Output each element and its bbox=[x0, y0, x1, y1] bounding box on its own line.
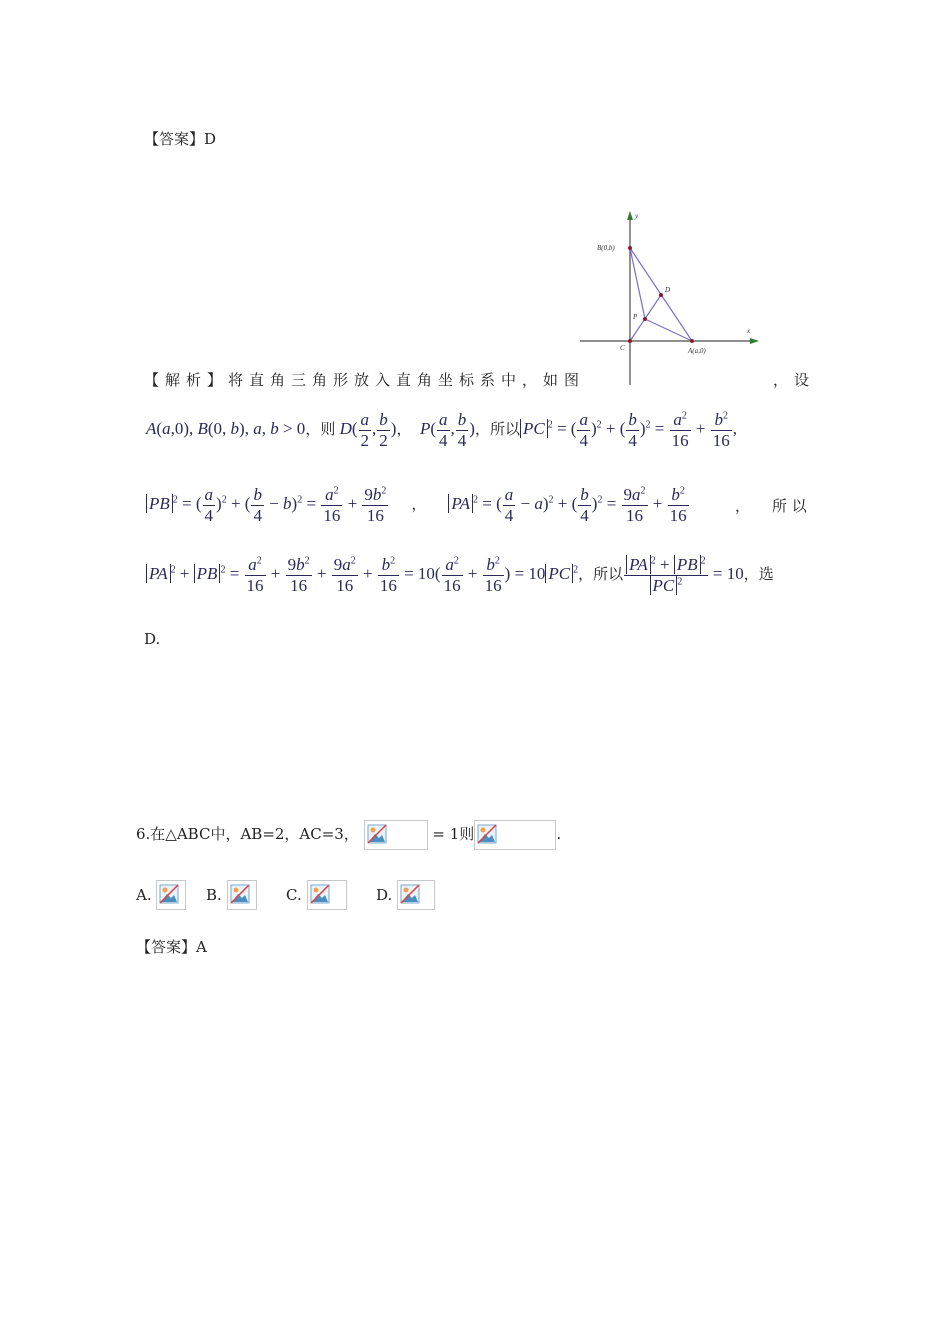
label-D: D bbox=[665, 286, 671, 294]
analysis-line-5: D. bbox=[144, 630, 161, 648]
option-a bbox=[136, 882, 186, 910]
coordinate-figure bbox=[575, 205, 770, 390]
formula-sum: PA $^2$ + PB $^2$ = $\frac{a^2}{16}$ + $\frac{9b^2}{16}$ + $\frac{9a^2}{16}$ + $\frac{b^2}{16}$ = 10( $\frac{a^2}{16}$ + $\frac{b^2}{16}$ ) = 10 PC $^2$ bbox=[146, 564, 578, 583]
point-C bbox=[628, 339, 632, 343]
text-so-2: ，所以 bbox=[578, 564, 624, 583]
point-A bbox=[690, 339, 694, 343]
broken-image-icon bbox=[156, 880, 186, 910]
formula-P: P( $\frac{a}{4}$ , $\frac{b}{4}$ ) bbox=[419, 410, 475, 450]
x-axis-arrow bbox=[750, 338, 759, 344]
question-6-line bbox=[136, 820, 561, 850]
point-D bbox=[659, 293, 663, 297]
y-axis-arrow bbox=[627, 211, 633, 220]
formula-ratio: $\frac{PA ^2 + PB ^2}{PC ^2}$ = 10 bbox=[623, 564, 744, 583]
option-c-label: C. bbox=[286, 886, 302, 904]
broken-image-icon bbox=[474, 820, 556, 850]
answer-label: 【答案】 bbox=[144, 130, 205, 148]
option-b bbox=[206, 882, 257, 910]
text-choose: ，选 bbox=[743, 564, 774, 583]
option-a-label: A. bbox=[136, 886, 152, 904]
answer-line-2 bbox=[136, 940, 207, 955]
option-c bbox=[286, 882, 347, 910]
y-axis-label: y bbox=[635, 212, 639, 220]
text-sep-2: ， bbox=[411, 494, 427, 513]
broken-image-icon bbox=[364, 820, 428, 850]
text-suoyi: 所 以 bbox=[772, 497, 807, 515]
text-then: ，则 bbox=[305, 419, 336, 438]
analysis-line-3-tail: ， 所 以 bbox=[735, 497, 807, 515]
point-B bbox=[628, 246, 632, 250]
option-d bbox=[376, 882, 435, 910]
formula-PC: PC $^2$ = ( $\frac{a}{4}$ )$^2$ + ( $\frac{b}{4}$ )$^2$ = $\frac{a^2}{16}$ + $\frac{b^2}{16}$ , bbox=[520, 419, 737, 438]
text-sep: ， bbox=[396, 419, 412, 438]
option-b-label: B. bbox=[206, 886, 222, 904]
formula-D: D( $\frac{a}{2}$ , $\frac{b}{2}$ ) bbox=[339, 410, 397, 450]
analysis-line-1-tail: ，设 bbox=[773, 371, 816, 389]
label-A: A(a,0) bbox=[688, 347, 706, 355]
analysis-lead: 将直角三角形放入直角坐标系中，如图 bbox=[228, 371, 586, 389]
analysis-line-2-math bbox=[146, 410, 737, 450]
answer-label: 【答案】 bbox=[136, 938, 197, 956]
analysis-label: 【解析】 bbox=[144, 371, 229, 389]
text-so: ，所以 bbox=[474, 419, 520, 438]
label-C: C bbox=[620, 344, 625, 352]
broken-image-icon bbox=[397, 880, 435, 910]
label-P: P bbox=[633, 313, 638, 321]
label-B: B(0,b) bbox=[597, 244, 615, 252]
formula-PB: PB $^2$ = ( $\frac{a}{4}$ )$^2$ + ( $\frac{b}{4}$ − b)$^2$ = $\frac{a^2}{16}$ + $\frac{9b^2}{16}$ bbox=[146, 494, 389, 513]
analysis-line-4-math bbox=[146, 555, 774, 595]
answer-value: A bbox=[196, 938, 207, 956]
analysis-line-1 bbox=[144, 373, 585, 388]
analysis-line-3-math bbox=[146, 485, 690, 525]
formula-coords: A(a,0), B(0, b), a, b > 0 bbox=[146, 418, 306, 438]
broken-image-icon bbox=[227, 880, 257, 910]
option-d-label: D. bbox=[376, 886, 393, 904]
answer-value: D bbox=[204, 130, 217, 148]
point-P bbox=[643, 317, 647, 321]
x-axis-label: x bbox=[747, 327, 751, 335]
broken-image-icon bbox=[307, 880, 347, 910]
question-6-text-a: 6.在△ABC中，AB=2，AC=3， bbox=[136, 825, 359, 843]
answer-line-1 bbox=[144, 132, 216, 147]
question-6-text-c: . bbox=[556, 825, 562, 843]
question-6-text-b: = 1则 bbox=[432, 825, 475, 843]
formula-PA: PA $^2$ = ( $\frac{a}{4}$ − a)$^2$ + ( $\frac{b}{4}$ )$^2$ = $\frac{9a^2}{16}$ + $\frac{b^2}{16}$ bbox=[448, 494, 689, 513]
